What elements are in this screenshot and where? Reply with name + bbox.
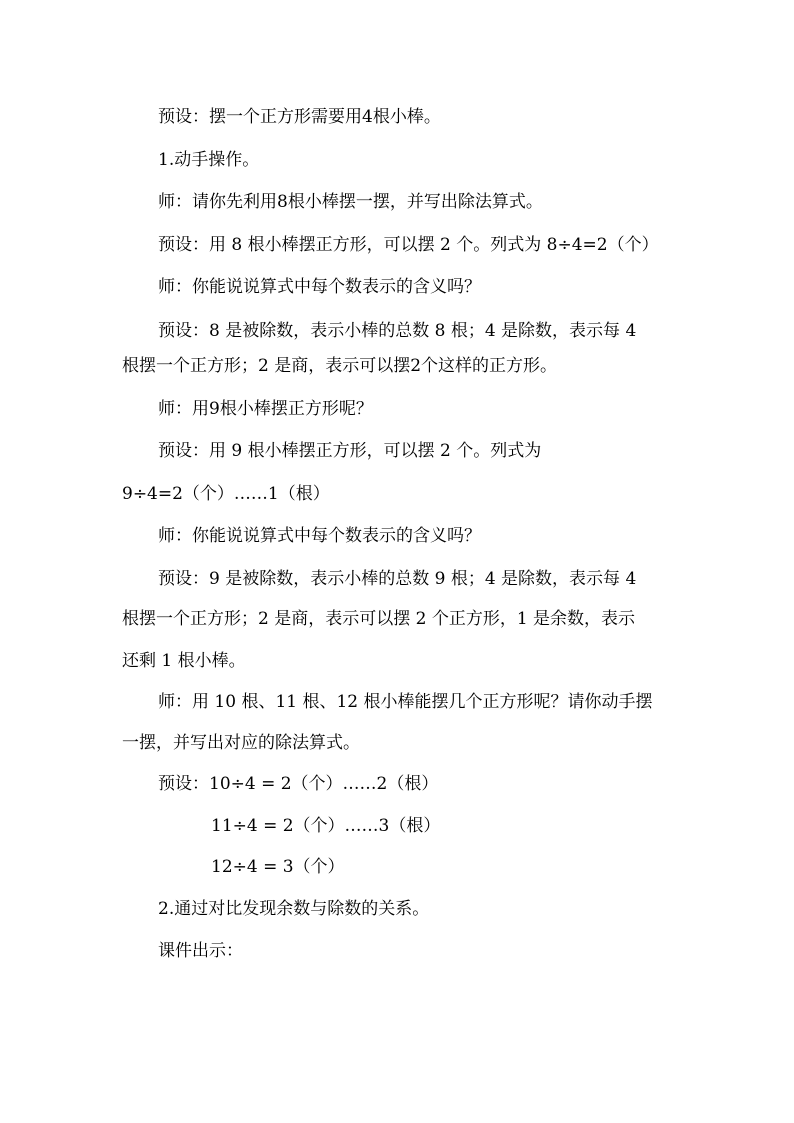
text-line-15: 师：用 10 根、11 根、12 根小棒能摆几个正方形呢？请你动手摆 — [158, 692, 653, 712]
text-line-17: 预设：10÷4 = 2（个）……2（根） — [158, 774, 439, 794]
text-line-2: 1.动手操作。 — [158, 150, 260, 170]
text-line-18: 11÷4 = 2（个）……3（根） — [211, 816, 441, 836]
text-line-5: 师：你能说说算式中每个数表示的含义吗？ — [158, 277, 481, 297]
text-line-11: 师：你能说说算式中每个数表示的含义吗？ — [158, 526, 481, 546]
text-line-16: 一摆，并写出对应的除法算式。 — [122, 733, 360, 753]
text-line-8: 师：用9根小棒摆正方形呢？ — [158, 399, 373, 419]
text-line-3: 师：请你先利用8根小棒摆一摆，并写出除法算式。 — [158, 192, 543, 212]
text-line-1: 预设：摆一个正方形需要用4根小棒。 — [158, 107, 441, 127]
text-line-14: 还剩 1 根小棒。 — [122, 651, 246, 671]
text-line-20: 2.通过对比发现余数与除数的关系。 — [158, 899, 430, 919]
text-line-7: 根摆一个正方形；2 是商，表示可以摆2个这样的正方形。 — [122, 356, 558, 376]
text-line-19: 12÷4 = 3（个） — [211, 857, 345, 877]
text-line-21: 课件出示： — [158, 941, 243, 961]
text-line-12: 预设：9 是被除数，表示小棒的总数 9 根；4 是除数，表示每 4 — [158, 569, 637, 589]
text-line-4: 预设：用 8 根小棒摆正方形，可以摆 2 个。列式为 8÷4=2（个） — [158, 235, 659, 255]
text-line-6: 预设：8 是被除数，表示小棒的总数 8 根；4 是除数，表示每 4 — [158, 321, 637, 341]
text-line-9: 预设：用 9 根小棒摆正方形，可以摆 2 个。列式为 — [158, 441, 542, 461]
text-line-10: 9÷4=2（个）……1（根） — [122, 484, 330, 504]
text-line-13: 根摆一个正方形；2 是商，表示可以摆 2 个正方形，1 是余数，表示 — [122, 609, 636, 629]
